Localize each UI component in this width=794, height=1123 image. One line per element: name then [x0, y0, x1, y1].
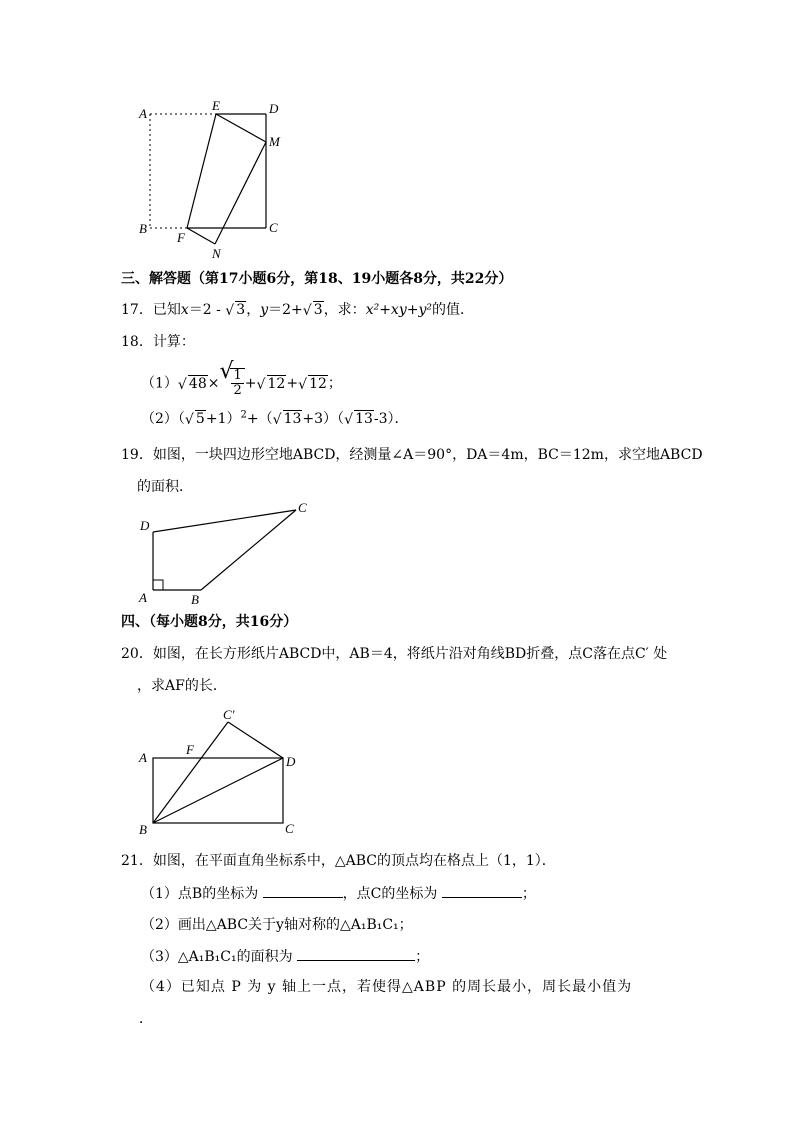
figure-16-dashed	[150, 114, 216, 228]
section-3-title: 三、解答题（第17小题6分，第18、19小题各8分，共22分）	[121, 271, 513, 287]
label-A: A	[139, 106, 147, 121]
label-A: A	[139, 590, 147, 605]
label-D: D	[269, 101, 279, 116]
label-E: E	[212, 98, 220, 113]
question-21-part-3: （3）△A₁B₁C₁的面积为 ；	[141, 949, 430, 965]
section-4-title: 四、（每小题8分，共16分）	[121, 614, 298, 630]
label-C: C	[269, 220, 278, 235]
label-B: B	[139, 221, 147, 236]
question-17: 17．已知x＝2 - √ 3，y＝2+ √ 3，求：x²+xy+y²的值．	[121, 302, 474, 319]
label-B: B	[191, 592, 199, 607]
question-19-line-2: 的面积．	[137, 479, 193, 495]
question-21-part-4: （4）已知点 P 为 y 轴上一点，若使得△ABP 的周长最小，周长最小值为	[141, 979, 633, 995]
label-C: C	[298, 500, 307, 515]
question-20: 20．如图，在长方形纸片ABCD中，AB＝4，将纸片沿对角线BD折叠，点C落在点C′ 处	[121, 646, 668, 662]
label-C-prime: C′	[223, 707, 235, 722]
label-B: B	[139, 822, 147, 837]
label-D: D	[286, 754, 296, 769]
figure-quadrilateral	[130, 498, 320, 608]
answer-blank-C[interactable]	[442, 884, 522, 898]
label-C: C	[285, 821, 294, 836]
question-21: 21．如图，在平面直角坐标系中，△ABC的顶点均在格点上（1，1）．	[121, 853, 556, 869]
question-20-line-2: ，求AF的长．	[137, 678, 227, 694]
figure-rectangle-fold	[130, 95, 300, 265]
question-21-part-4-end: ．	[139, 1011, 153, 1027]
label-F: F	[186, 742, 194, 757]
answer-blank-B[interactable]	[263, 884, 343, 898]
question-21-part-1: （1）点B的坐标为 ，点C的坐标为 ；	[141, 886, 536, 902]
question-18-part-1: （1） √ 48× √ $\frac{1}{2}$ + √ 12+ √ 12；	[141, 359, 342, 398]
question-19: 19．如图，一块四边形空地ABCD，经测量∠A＝90°，DA＝4m，BC＝12m，求空地ABCD	[121, 447, 703, 463]
question-18-title: 18．计算：	[121, 334, 195, 350]
label-N: N	[212, 246, 221, 261]
figure-fold-rectangle	[130, 705, 310, 840]
label-D: D	[140, 518, 150, 533]
label-F: F	[177, 230, 185, 245]
answer-blank-area[interactable]	[297, 947, 415, 961]
figure-16-lines	[187, 114, 266, 244]
question-21-part-2: （2）画出△ABC关于y轴对称的△A₁B₁C₁；	[141, 917, 413, 933]
question-18-part-2: （2）（ √ 5+1）$^2$+（ √ 13+3）（ √ 13-3）．	[141, 409, 409, 428]
label-M: M	[269, 134, 280, 149]
label-A: A	[139, 750, 147, 765]
